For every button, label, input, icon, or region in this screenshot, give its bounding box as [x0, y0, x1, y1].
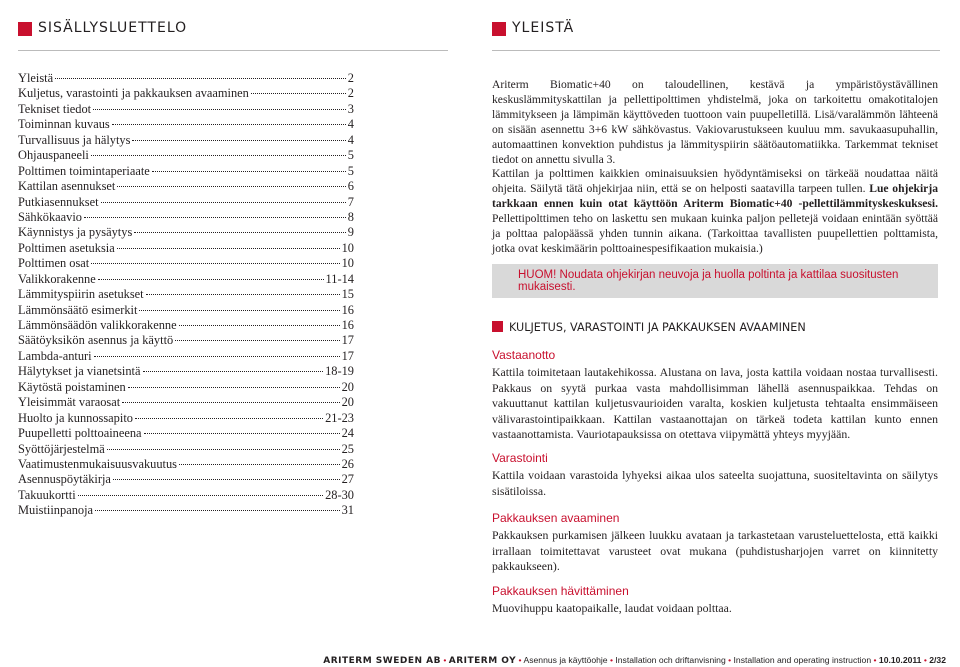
- toc-entry-title: Kuljetus, varastointi ja pakkauksen avaaminen: [18, 86, 249, 101]
- toc-entry: [18, 287, 354, 302]
- toc-entry-page: 20: [341, 395, 354, 410]
- toc-dot-leader: [98, 279, 324, 280]
- subsection-text: Kattila voidaan varastoida lyhyeksi aikaa ulos sateelta suojattuna, suositeltavinta on säilytys sisätiloissa.: [492, 468, 938, 498]
- bullet-icon: •: [518, 655, 522, 665]
- toc-entry-title: Turvallisuus ja hälytys: [18, 132, 131, 147]
- toc-entry-page: 2: [347, 71, 354, 85]
- subsection-title: Vastaanotto: [492, 348, 556, 362]
- toc-entry-page: 10: [341, 240, 354, 255]
- toc-entry-title: Polttimen toimintaperiaate: [18, 163, 150, 178]
- toc-entry-title: Huolto ja kunnossapito: [18, 410, 133, 425]
- toc-entry-page: 5: [347, 163, 354, 178]
- toc-entry-title: Valikkorakenne: [18, 271, 96, 286]
- toc-entry: [18, 225, 354, 240]
- toc-dot-leader: [179, 325, 340, 326]
- toc-dot-leader: [93, 109, 346, 110]
- toc-entry-title: Lämmönsäädön valikkorakenne: [18, 318, 177, 332]
- toc-dot-leader: [91, 263, 339, 264]
- toc-entry-page: 18-19: [325, 364, 354, 379]
- toc-entry: [18, 333, 354, 348]
- toc-entry: [18, 457, 354, 472]
- toc-entry-page: 28-30: [325, 487, 354, 502]
- toc-entry: [18, 442, 354, 457]
- footer-lang-sv: Installation och driftanvisning: [615, 655, 726, 665]
- toc-entry-title: Muistiinpanoja: [18, 503, 94, 518]
- toc-entry-page: 3: [347, 101, 354, 116]
- subsection-text: Pakkauksen purkamisen jälkeen luukku avataan ja tarkastetaan varusteluettelosta, että kaikki irrallaan toimitettavat varusteet ovat mukana (puhdistusharjojen varret on kiinnitetty pakkaukseen).: [492, 528, 938, 574]
- toc-header: [18, 12, 448, 51]
- toc-dot-leader: [117, 248, 340, 249]
- toc-entry: [18, 503, 354, 518]
- bullet-icon: •: [609, 655, 613, 665]
- toc-entry-title: Lämmityspiirin asetukset: [18, 287, 144, 302]
- toc-entry: [18, 86, 354, 101]
- toc-dot-leader: [117, 186, 345, 187]
- section-title-text: KULJETUS, VARASTOINTI JA PAKKAUKSEN AVAAMINEN: [509, 321, 806, 334]
- toc-entry: [18, 179, 354, 194]
- toc-entry: [18, 349, 354, 364]
- toc-entry-title: Ohjauspaneeli: [18, 148, 89, 163]
- toc-entry-title: Lämmönsäätö esimerkit: [18, 302, 138, 317]
- toc-entry: [18, 117, 354, 132]
- toc-entry-page: 16: [341, 318, 354, 332]
- toc-entry-title: Toiminnan kuvaus: [18, 117, 110, 132]
- general-header: [492, 12, 940, 51]
- toc-entry-page: 4: [347, 132, 354, 147]
- toc-dot-leader: [152, 171, 346, 172]
- toc-entry: [18, 71, 354, 86]
- note-box: [492, 264, 938, 298]
- toc-entry-title: Yleisimmät varaosat: [18, 395, 121, 410]
- bullet-icon: •: [873, 655, 877, 665]
- page-footer: [323, 655, 946, 666]
- toc-entry-page: 15: [341, 287, 354, 302]
- red-square-icon: [492, 22, 506, 36]
- toc-entry: [18, 426, 354, 441]
- toc-entry-page: 6: [347, 179, 354, 194]
- toc-dot-leader: [143, 371, 324, 372]
- toc-entry: [18, 164, 354, 179]
- toc-entry-title: Polttimen asetuksia: [18, 240, 115, 255]
- toc-entry-page: 27: [341, 472, 354, 487]
- toc-dot-leader: [135, 418, 323, 419]
- footer-brand-1: ARITERM SWEDEN AB: [323, 656, 441, 666]
- toc-entry-page: 31: [341, 503, 354, 518]
- toc-dot-leader: [112, 124, 346, 125]
- intro-paragraph-2: [492, 167, 938, 256]
- toc-entry-page: 20: [341, 379, 354, 394]
- footer-date: 10.10.2011: [878, 655, 922, 665]
- subsection-title: Pakkauksen avaaminen: [492, 511, 620, 525]
- toc-entry: [18, 133, 354, 148]
- toc-entry: [18, 272, 354, 287]
- toc-entry: [18, 256, 354, 271]
- bullet-icon: •: [923, 655, 927, 665]
- footer-page-number: 2/32: [929, 655, 946, 665]
- toc-entry-page: 7: [347, 194, 354, 209]
- toc-dot-leader: [179, 464, 340, 465]
- toc-entry-page: 5: [347, 148, 354, 163]
- toc-entry: [18, 364, 354, 379]
- toc-entry-page: 10: [341, 256, 354, 271]
- intro-p2-tail: Pellettipolttimen teho on laskettu sen mukaan kuinka paljon pelletejä voidaan enintään syöttää ja polttaa palopäässä yhden tunnin aikana. (Tarkoittaa tavallisten puupellettien polttamista, jotka ovat keskimäärin polttoainespesifikaation mukaisia.): [492, 212, 938, 255]
- toc-dot-leader: [146, 294, 340, 295]
- toc-entry-title: Asennuspöytäkirja: [18, 472, 111, 487]
- subsection-disposal: [492, 584, 938, 617]
- toc-entry-title: Syöttöjärjestelmä: [18, 441, 105, 456]
- toc-entry-page: 25: [341, 441, 354, 456]
- toc-dot-leader: [107, 449, 340, 450]
- table-of-contents: [18, 71, 354, 519]
- toc-dot-leader: [128, 387, 340, 388]
- intro-paragraph-1: Ariterm Biomatic+40 on taloudellinen, kestävä ja ympäristöystävällinen keskuslämmityskattilan ja pellettipolttimen yhdistelmä, joka on tarkoitettu omakotitalojen lämmitykseen ja lämpimän käyttöveden tuottoon vain puupelletillä. Lisä/varalämmön lähteenä on sisään asennettu 3+6 kW sähkövastus. Vakiovarustukseen kuuluu mm. savukaasupuhallin, automaattinen konvektion puhdistus ja lämmityspiirin säätöautomatiikka. Tarkemmat tekniset tiedot on annettu sivulla 3.: [492, 78, 938, 166]
- toc-entry: [18, 102, 354, 117]
- toc-dot-leader: [144, 433, 340, 434]
- general-title: YLEISTÄ: [512, 20, 575, 36]
- toc-entry: [18, 195, 354, 210]
- subsection-receiving: [492, 348, 938, 443]
- footer-brand-2: ARITERM OY: [448, 656, 517, 666]
- toc-dot-leader: [78, 495, 323, 496]
- toc-dot-leader: [84, 217, 346, 218]
- toc-entry-page: 8: [347, 209, 354, 224]
- toc-dot-leader: [251, 93, 346, 94]
- toc-dot-leader: [94, 356, 340, 357]
- bullet-icon: •: [728, 655, 732, 665]
- toc-entry: [18, 472, 354, 487]
- intro-text: [492, 78, 938, 257]
- toc-entry-title: Sähkökaavio: [18, 209, 83, 224]
- toc-entry-page: 9: [347, 225, 354, 240]
- toc-dot-leader: [55, 78, 346, 79]
- toc-entry-title: Yleistä: [18, 71, 54, 85]
- toc-dot-leader: [132, 140, 345, 141]
- toc-entry-page: 21-23: [325, 410, 354, 425]
- toc-entry: [18, 303, 354, 318]
- toc-dot-leader: [113, 479, 340, 480]
- toc-dot-leader: [101, 202, 346, 203]
- bullet-icon: •: [443, 655, 447, 665]
- toc-entry: [18, 148, 354, 163]
- toc-dot-leader: [175, 340, 339, 341]
- toc-entry-title: Polttimen osat: [18, 256, 90, 271]
- footer-lang-en: Installation and operating instruction: [733, 655, 872, 665]
- toc-entry: [18, 241, 354, 256]
- toc-entry-page: 2: [347, 86, 354, 101]
- red-square-icon: [492, 321, 503, 332]
- note-text: HUOM! Noudata ohjekirjan neuvoja ja huolla poltinta ja kattilaa suositusten mukaisesti.: [518, 269, 899, 293]
- toc-entry-title: Käynnistys ja pysäytys: [18, 225, 133, 240]
- toc-dot-leader: [95, 510, 340, 511]
- intro-p2-start: Kattilan ja polttimen kaikkien ominaisuuksien hyödyntämiseksi on tärkeää noudattaa näitä ohjeita. Säilytä tätä ohjekirjaa niin, että se on helposti saatavilla tarpeen tullen.: [492, 167, 938, 196]
- subsection-unpacking: [492, 511, 938, 575]
- toc-dot-leader: [91, 155, 346, 156]
- toc-dot-leader: [139, 310, 339, 311]
- subsection-storage: [492, 451, 938, 499]
- toc-dot-leader: [134, 232, 346, 233]
- toc-entry-title: Lambda-anturi: [18, 348, 92, 363]
- toc-entry-title: Hälytykset ja vianetsintä: [18, 364, 141, 379]
- toc-entry-page: 17: [341, 348, 354, 363]
- toc-entry: [18, 318, 354, 333]
- toc-entry: [18, 380, 354, 395]
- toc-dot-leader: [122, 402, 339, 403]
- toc-entry-title: Tekniset tiedot: [18, 101, 92, 116]
- toc-entry-page: 4: [347, 117, 354, 132]
- toc-entry-page: 11-14: [325, 271, 354, 286]
- toc-title: SISÄLLYSLUETTELO: [38, 20, 188, 36]
- subsection-title: Pakkauksen hävittäminen: [492, 584, 629, 598]
- toc-entry-title: Takuukortti: [18, 487, 76, 502]
- red-square-icon: [18, 22, 32, 36]
- toc-entry: [18, 488, 354, 503]
- toc-entry: [18, 210, 354, 225]
- toc-entry-page: 17: [341, 333, 354, 348]
- toc-entry: [18, 395, 354, 410]
- toc-entry-page: 24: [341, 426, 354, 441]
- toc-entry-title: Kattilan asennukset: [18, 179, 116, 194]
- toc-entry-title: Käytöstä poistaminen: [18, 379, 126, 394]
- toc-entry: [18, 411, 354, 426]
- subsection-text: Kattila toimitetaan lautakehikossa. Alustana on lava, josta kattila voidaan nostaa turvallisesti. Pakkaus on syytä purkaa vasta mahdollisimman lähellä asennuspaikkaa. Tehdas on vakuuttanut kattilan kuljetusvaurioiden varalta, koskien kuljetusta tehtaalta ensimmäiseen välivarastointipaikkaan. Kattilan vastaanottajan on tärkeä todeta kattilan kunto ennen vastaanottamista. Vauriotapauksissa on otettava viipymättä yhteys myyjään.: [492, 365, 938, 442]
- toc-entry-title: Vaatimustenmukaisuusvakuutus: [18, 456, 177, 471]
- toc-entry-title: Säätöyksikön asennus ja käyttö: [18, 333, 174, 348]
- toc-entry-title: Puupelletti polttoaineena: [18, 426, 142, 441]
- footer-lang-fi: Asennus ja käyttöohje: [523, 655, 608, 665]
- section-title: [492, 321, 806, 334]
- subsection-text: Muovihuppu kaatopaikalle, laudat voidaan polttaa.: [492, 601, 732, 615]
- toc-entry-page: 16: [341, 302, 354, 317]
- intro-p2-bold: Lue ohjekirja tarkkaan ennen kuin otat käyttöön Ariterm Biomatic+40 -pellettilämmityskeskuksesi.: [492, 182, 938, 211]
- toc-entry-page: 26: [341, 456, 354, 471]
- toc-entry-title: Putkiasennukset: [18, 194, 99, 209]
- subsection-title: Varastointi: [492, 451, 548, 465]
